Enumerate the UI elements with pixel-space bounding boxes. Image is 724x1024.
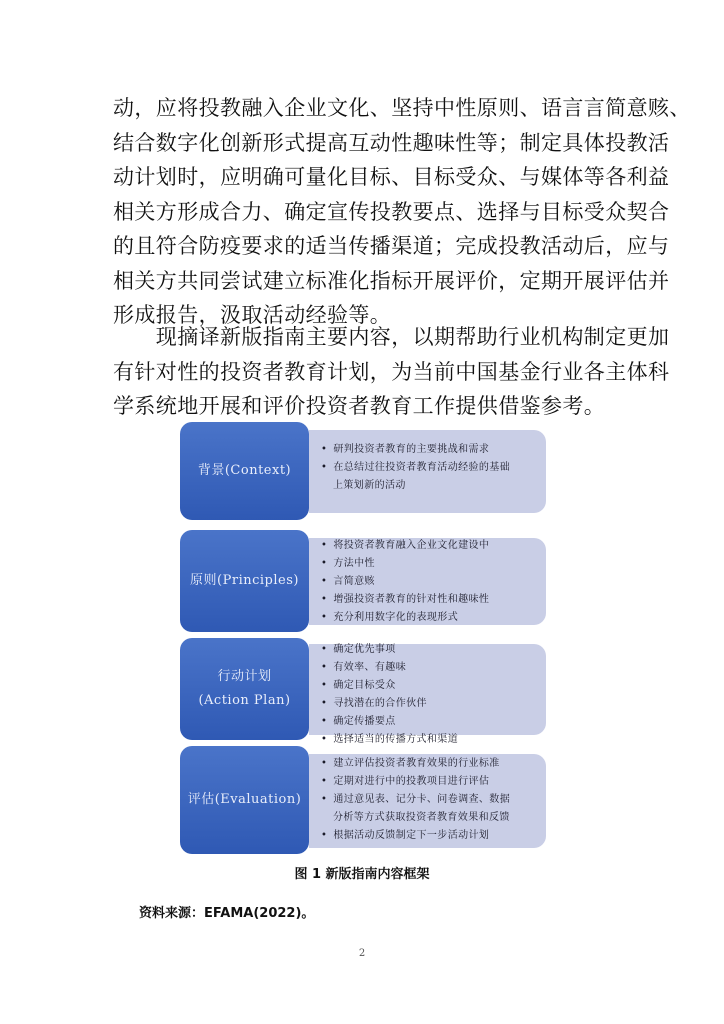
paragraph-line: 形成报告，汲取活动经验等。 — [113, 303, 392, 327]
framework-row-principles — [180, 530, 546, 632]
section-title: 行动计划 — [217, 669, 272, 684]
bullet-list-principles — [321, 537, 538, 627]
section-box-principles — [180, 530, 309, 632]
bullet-item: 分析等方式获取投资者教育效果和反馈 — [333, 812, 510, 823]
section-title: 背景(Context) — [197, 463, 292, 478]
bullet-item: 上策划新的活动 — [333, 480, 406, 491]
framework-row-action-plan — [180, 638, 546, 745]
bullet-item: • 确定目标受众 — [321, 677, 538, 695]
paragraph-line: 有针对性的投资者教育计划，为当前中国基金行业各主体科 — [113, 359, 670, 384]
section-box-action-plan — [180, 638, 309, 740]
bullet-item: • 通过意见表、记分卡、问卷调查、数据 — [321, 791, 538, 809]
section-title: 评估(Evaluation) — [187, 792, 302, 807]
paragraph-line: 动计划时，应明确可量化目标、目标受众、与媒体等各利益 — [113, 165, 670, 189]
paragraph-line: 相关方形成合力、确定宣传投教要点、选择与目标受众契合 — [113, 199, 670, 224]
page-number: 2 — [358, 948, 366, 959]
section-title: (Action Plan) — [198, 693, 291, 708]
bullet-item: • 言简意赅 — [321, 573, 538, 591]
bullet-item: • 选择适当的传播方式和渠道 — [321, 731, 538, 749]
paragraph-line: 现摘译新版指南主要内容，以期帮助行业机构制定更加 — [113, 325, 670, 349]
bullet-item: • 增强投资者教育的针对性和趣味性 — [321, 591, 538, 609]
bullet-item: • 研判投资者教育的主要挑战和需求 — [321, 441, 538, 459]
bullet-item: • 有效率、有趣味 — [321, 659, 538, 677]
paragraph-line: 动，应将投教融入企业文化、坚持中性原则、语言言简意赅、 — [113, 96, 691, 120]
bullet-list-context — [321, 441, 538, 495]
bullet-item: • 寻找潜在的合作伙伴 — [321, 695, 538, 713]
content-framework-diagram — [180, 422, 546, 854]
bullet-item: • 充分利用数字化的表现形式 — [321, 609, 538, 627]
section-panel-action-plan — [309, 644, 546, 745]
bullet-list-action-plan — [321, 641, 538, 749]
source-note: 资料来源：EFAMA(2022)。 — [139, 906, 315, 921]
framework-row-evaluation — [180, 746, 546, 854]
bullet-item: • 定期对进行中的投教项目进行评估 — [321, 773, 538, 791]
bullet-item: • 根据活动反馈制定下一步活动计划 — [321, 827, 538, 845]
paragraph-line: 结合数字化创新形式提高互动性趣味性等；制定具体投教活 — [113, 130, 670, 155]
framework-row-context — [180, 422, 546, 520]
bullet-item: • 在总结过往投资者教育活动经验的基础 — [321, 459, 538, 477]
bullet-item: • 将投资者教育融入企业文化建设中 — [321, 537, 538, 555]
section-panel-evaluation — [309, 754, 546, 848]
section-panel-context — [309, 430, 546, 513]
bullet-list-evaluation — [321, 755, 538, 845]
bullet-item: • 确定优先事项 — [321, 641, 538, 659]
paragraph-line: 相关方共同尝试建立标准化指标开展评价，定期开展评估并 — [113, 268, 670, 293]
body-paragraph-2 — [113, 320, 670, 424]
section-box-context — [180, 422, 309, 520]
bullet-item: • 方法中性 — [321, 555, 538, 573]
section-box-evaluation — [180, 746, 309, 854]
bullet-item: • 建立评估投资者教育效果的行业标准 — [321, 755, 538, 773]
paragraph-line: 学系统地开展和评价投资者教育工作提供借鉴参考。 — [113, 394, 606, 418]
body-paragraph-1 — [113, 91, 691, 333]
section-title: 原则(Principles) — [190, 573, 299, 588]
section-panel-principles — [309, 538, 546, 625]
figure-caption: 图 1 新版指南内容框架 — [294, 867, 430, 882]
bullet-item: • 确定传播要点 — [321, 713, 538, 731]
paragraph-line: 的且符合防疫要求的适当传播渠道；完成投教活动后，应与 — [113, 234, 670, 258]
